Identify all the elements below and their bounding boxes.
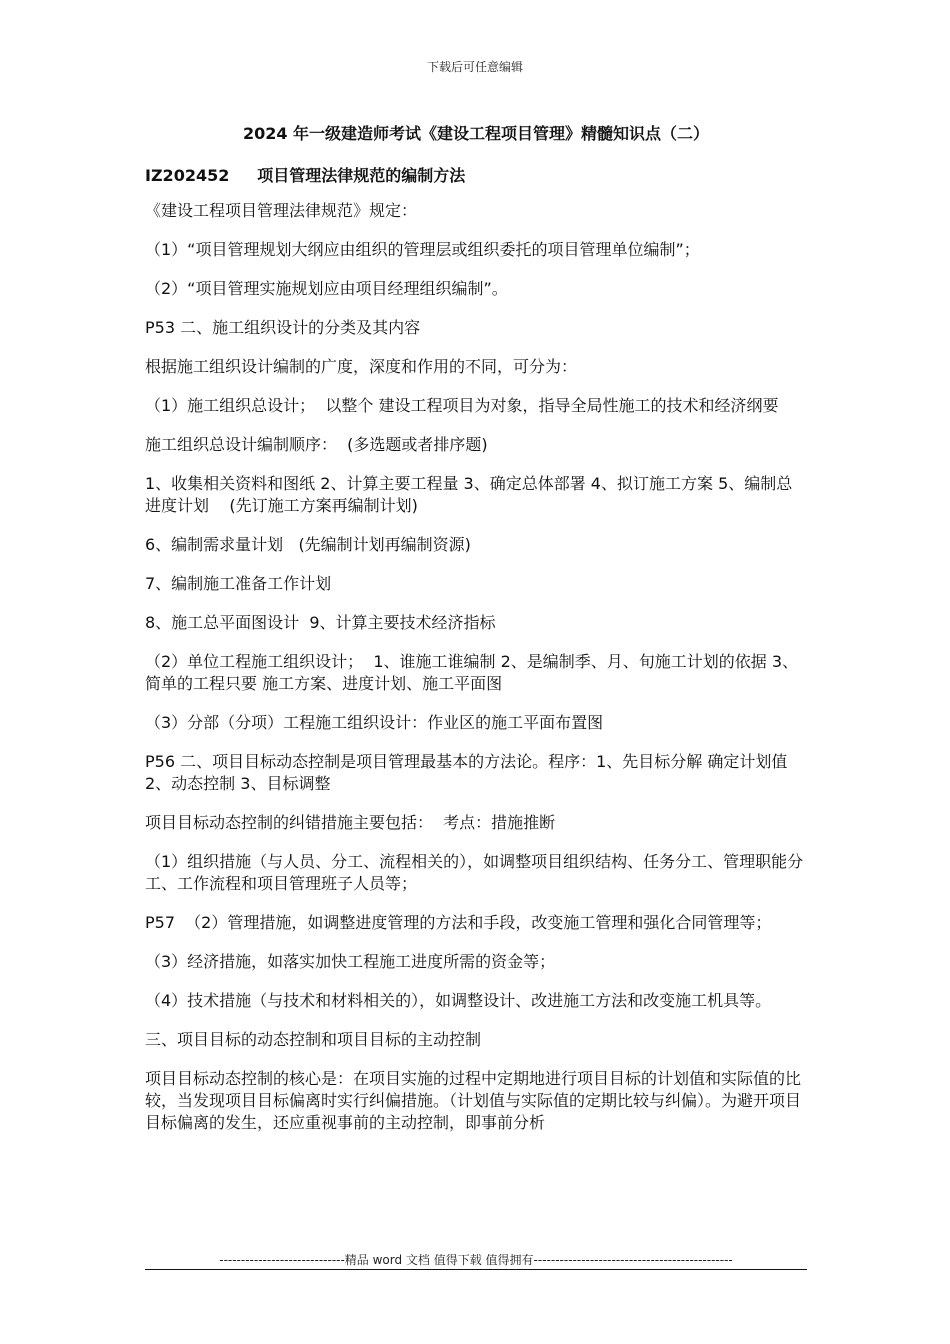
paragraph: 项目目标动态控制的核心是：在项目实施的过程中定期地进行项目目标的计划值和实际值的比较，当发现项目目标偏离时实行纠偏措施。（计划值与实际值的定期比较与纠偏）。为避开项目目标偏离的发生，还应重视事前的主动控制，即事前分析 xyxy=(145,1069,802,1132)
paragraph: （1）“项目管理规划大纲应由组织的管理层或组织委托的项目管理单位编制”； xyxy=(145,240,700,259)
paragraph: 施工组织总设计编制顺序： (多选题或者排序题) xyxy=(145,435,488,454)
footer-divider xyxy=(145,1269,807,1270)
paragraph: （3）分部（分项）工程施工组织设计：作业区的施工平面布置图 xyxy=(145,713,604,732)
section-code-heading: IZ202452 项目管理法律规范的编制方法 xyxy=(145,166,466,185)
paragraph: 项目目标动态控制的纠错措施主要包括： 考点：措施推断 xyxy=(145,813,556,832)
paragraph: （2）“项目管理实施规划应由项目经理组织编制”。 xyxy=(145,279,508,298)
page-footer-text: -----------------------------精品 word 文档 值得下载 值得拥有---------------------------------------------- xyxy=(219,1253,733,1267)
paragraph: （1）施工组织总设计； 以整个 建设工程项目为对象，指导全局性施工的技术和经济纲要 xyxy=(145,396,779,415)
paragraph: 6、编制需求量计划 (先编制计划再编制资源) xyxy=(145,535,471,554)
paragraph: 8、施工总平面图设计 9、计算主要技术经济指标 xyxy=(145,613,496,632)
paragraph: （3）经济措施，如落实加快工程施工进度所需的资金等； xyxy=(145,952,556,971)
paragraph: （4）技术措施（与技术和材料相关的），如调整设计、改进施工方法和改变施工机具等。 xyxy=(145,991,772,1010)
paragraph: 1、收集相关资料和图纸 2、计算主要工程量 3、确定总体部署 4、拟订施工方案 5、编制总进度计划 (先订施工方案再编制计划) xyxy=(145,474,793,515)
paragraph: P56 二、项目目标动态控制是项目管理最基本的方法论。程序：1、先目标分解 确定计划值 2、动态控制 3、目标调整 xyxy=(145,752,793,793)
paragraph: P57 （2）管理措施，如调整进度管理的方法和手段，改变施工管理和强化合同管理等； xyxy=(145,913,772,932)
paragraph: 《建设工程项目管理法律规范》规定： xyxy=(145,201,418,220)
paragraph: 根据施工组织设计编制的广度，深度和作用的不同，可分为： xyxy=(145,357,578,376)
paragraph: （1）组织措施（与人员、分工、流程相关的），如调整项目组织结构、任务分工、管理职能分工、工作流程和项目管理班子人员等； xyxy=(145,852,804,893)
paragraph: 三、项目目标的动态控制和项目目标的主动控制 xyxy=(145,1030,482,1049)
document-body xyxy=(145,122,807,1151)
document-title: 2024 年一级建造师考试《建设工程项目管理》精髓知识点（二） xyxy=(242,124,710,143)
page-header-note: 下载后可任意编辑 xyxy=(426,60,523,74)
paragraph: P53 二、施工组织设计的分类及其内容 xyxy=(145,318,421,337)
paragraph: （2）单位工程施工组织设计； 1、谁施工谁编制 2、是编制季、月、旬施工计划的依据 3、简单的工程只要 施工方案、进度计划、施工平面图 xyxy=(145,652,799,693)
paragraph: 7、编制施工准备工作计划 xyxy=(145,574,332,593)
